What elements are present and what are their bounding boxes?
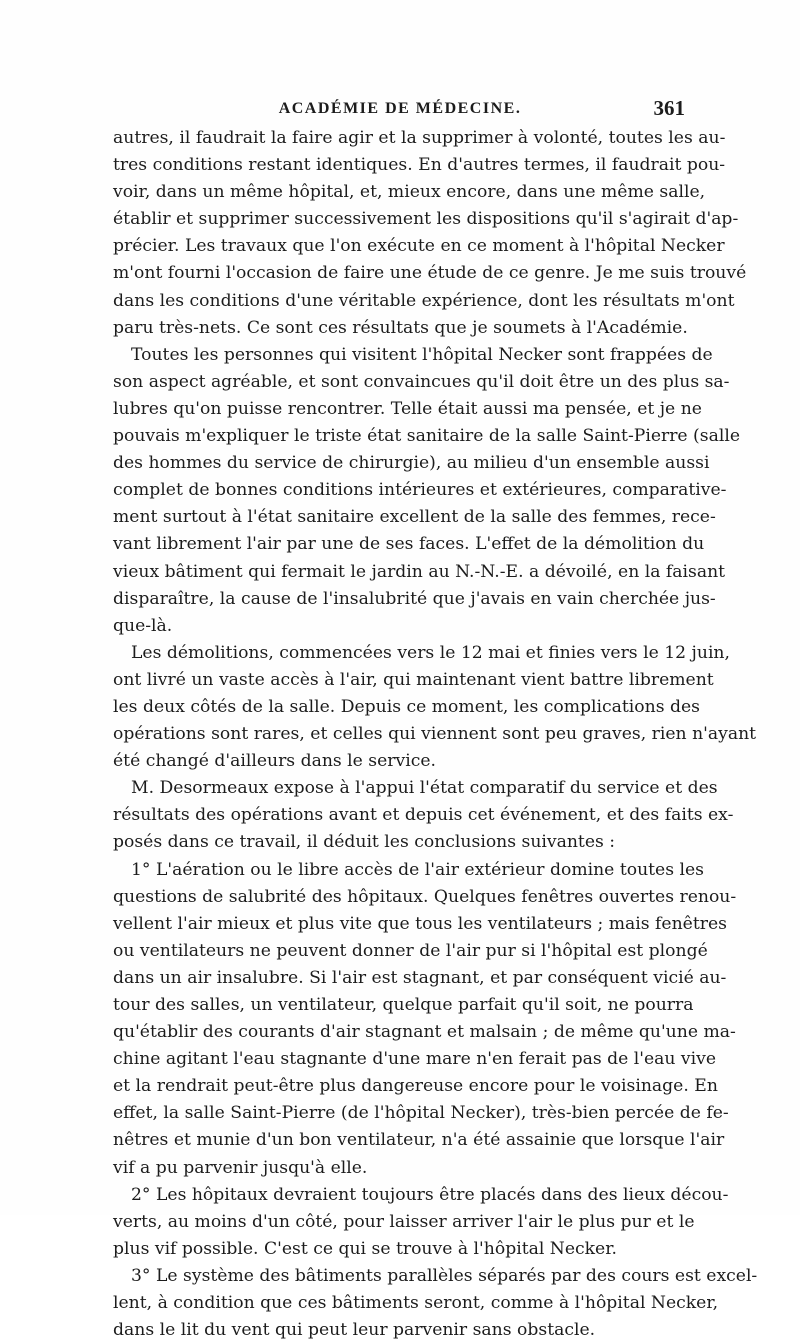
text-line: autres, il faudrait la faire agir et la supprimer à volonté, toutes les au- — [113, 128, 726, 148]
text-line: 1° L'aération ou le libre accès de l'air extérieur domine toutes les — [131, 859, 704, 880]
page-number: 361 — [653, 96, 685, 120]
text-line: dans le lit du vent qui peut leur parvenir sans obstacle. — [113, 1320, 596, 1341]
text-line: ont livré un vaste accès à l'air, qui maintenant vient battre librement — [113, 669, 714, 690]
text-line: paru très-nets. Ce sont ces résultats que je soumets à l'Académie. — [113, 317, 688, 338]
text-line: posés dans ce travail, il déduit les conclusions suivantes : — [113, 832, 616, 853]
text-line: qu'établir des courants d'air stagnant et malsain ; de même qu'une ma- — [113, 1022, 736, 1043]
text-line: verts, au moins d'un côté, pour laisser arriver l'air le plus pur et le — [113, 1211, 695, 1232]
text-line: précier. Les travaux que l'on exécute en ce moment à l'hôpital Necker — [113, 236, 725, 257]
body-text — [113, 125, 758, 1344]
text-line: vieux bâtiment qui fermait le jardin au N.-N.-E. a dévoilé, en la faisant — [113, 561, 726, 582]
text-line: nêtres et munie d'un bon ventilateur, n'a été assainie que lorsque l'air — [113, 1130, 725, 1151]
text-line: établir et supprimer successivement les dispositions qu'il s'agirait d'ap- — [113, 209, 739, 230]
text-line: Les démolitions, commencées vers le 12 mai et finies vers le 12 juin, — [131, 642, 730, 663]
text-line: résultats des opérations avant et depuis cet événement, et des faits ex- — [113, 805, 734, 826]
text-line: lubres qu'on puisse rencontrer. Telle était aussi ma pensée, et je ne — [113, 398, 702, 419]
text-line: chine agitant l'eau stagnante d'une mare n'en ferait pas de l'eau vive — [113, 1049, 717, 1070]
running-title: ACADÉMIE DE MÉDECINE. — [278, 100, 522, 117]
text-line: tres conditions restant identiques. En d'autres termes, il faudrait pou- — [113, 155, 726, 176]
text-line: Toutes les personnes qui visitent l'hôpital Necker sont frappées de — [131, 344, 713, 365]
text-line: été changé d'ailleurs dans le service. — [113, 751, 436, 772]
text-line: lent, à condition que ces bâtiments seront, comme à l'hôpital Necker, — [113, 1293, 719, 1314]
text-line: voir, dans un même hôpital, et, mieux encore, dans une même salle, — [113, 182, 706, 203]
text-line: son aspect agréable, et sont convaincues qu'il doit être un des plus sa- — [113, 371, 730, 392]
text-line: questions de salubrité des hôpitaux. Quelques fenêtres ouvertes renou- — [113, 886, 737, 907]
text-line: m'ont fourni l'occasion de faire une étude de ce genre. Je me suis trouvé — [113, 263, 747, 284]
text-line: ment surtout à l'état sanitaire excellent de la salle des femmes, rece- — [113, 507, 716, 528]
text-line: 3° Le système des bâtiments parallèles séparés par des cours est excel- — [131, 1265, 758, 1286]
text-line: disparaître, la cause de l'insalubrité que j'avais en vain cherchée jus- — [113, 588, 716, 609]
text-line: dans un air insalubre. Si l'air est stagnant, et par conséquent vicié au- — [113, 967, 727, 988]
text-line: complet de bonnes conditions intérieures et extérieures, comparative- — [113, 480, 727, 501]
text-line: ou ventilateurs ne peuvent donner de l'air pur si l'hôpital est plongé — [113, 940, 708, 961]
text-line: plus vif possible. C'est ce qui se trouve à l'hôpital Necker. — [113, 1238, 618, 1259]
text-line: les deux côtés de la salle. Depuis ce moment, les complications des — [113, 696, 700, 717]
text-line: vif a pu parvenir jusqu'à elle. — [113, 1157, 368, 1178]
text-line: pouvais m'expliquer le triste état sanitaire de la salle Saint-Pierre (salle — [113, 426, 740, 447]
text-line: vellent l'air mieux et plus vite que tous les ventilateurs ; mais fenêtres — [113, 913, 727, 934]
text-line: tour des salles, un ventilateur, quelque parfait qu'il soit, ne pourra — [113, 995, 694, 1015]
text-line: 2° Les hôpitaux devraient toujours être placés dans des lieux décou- — [131, 1184, 729, 1205]
text-line: dans les conditions d'une véritable expérience, dont les résultats m'ont — [113, 290, 735, 311]
text-line: des hommes du service de chirurgie), au milieu d'un ensemble aussi — [113, 453, 710, 474]
running-header — [113, 96, 687, 126]
text-line: effet, la salle Saint-Pierre (de l'hôpital Necker), très-bien percée de fe- — [113, 1103, 729, 1124]
text-line: que-là. — [113, 615, 173, 636]
text-line: M. Desormeaux expose à l'appui l'état comparatif du service et des — [131, 778, 718, 799]
text-line: vant librement l'air par une de ses faces. L'effet de la démolition du — [113, 534, 705, 555]
text-line: et la rendrait peut-être plus dangereuse encore pour le voisinage. En — [113, 1076, 718, 1097]
text-line: opérations sont rares, et celles qui viennent sont peu graves, rien n'ayant — [113, 724, 757, 745]
